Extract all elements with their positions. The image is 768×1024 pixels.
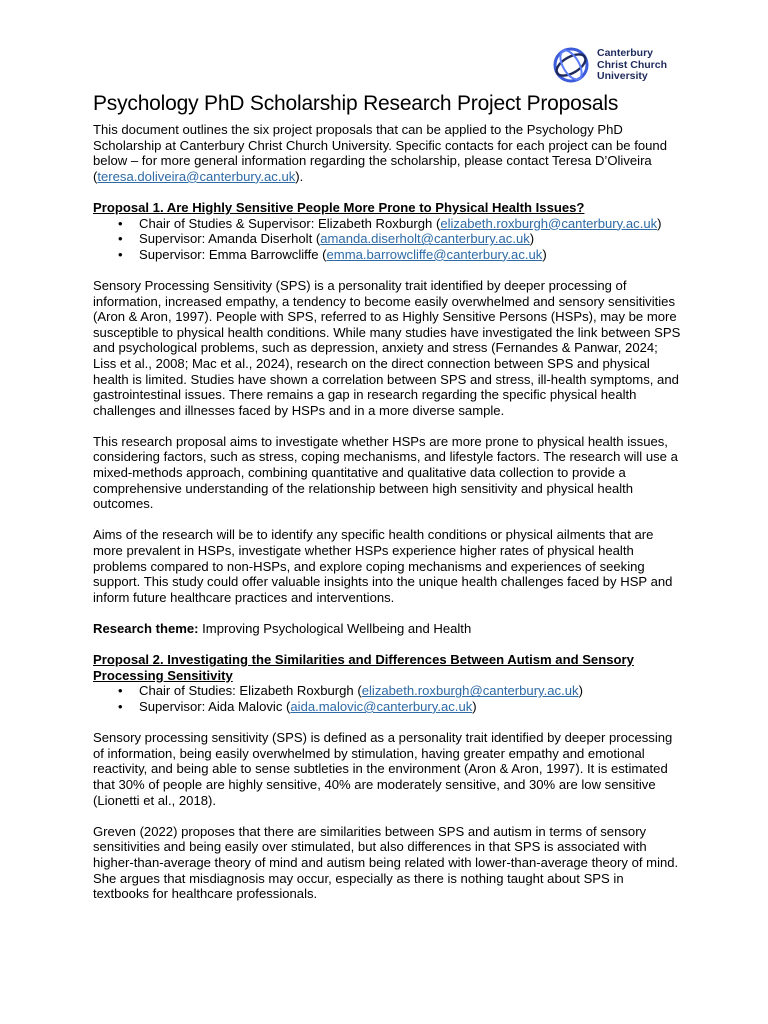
contact-role: Chair of Studies & Supervisor: Elizabeth Roxburgh ( bbox=[139, 215, 441, 231]
proposal-1-paragraph-3: Aims of the research will be to identify any specific health conditions or physical ailments that are more prevalent in HSPs, investigate whether HSPs experience higher rates of physical health problems compared to non-HSPs, and explore coping mechanisms and experiences of seeking support. This study could offer valuable insights into the unique health challenges faced by HSP and inform future healthcare practices and interventions. bbox=[93, 527, 673, 605]
contact-role: Supervisor: Emma Barrowcliffe ( bbox=[139, 246, 327, 262]
proposal-2-heading: Proposal 2. Investigating the Similarities and Differences Between Autism and Sensory Processing Sensitivity bbox=[93, 652, 634, 683]
proposal-1-contacts bbox=[93, 216, 683, 263]
contact-email-link[interactable]: elizabeth.roxburgh@canterbury.ac.uk bbox=[361, 683, 579, 699]
proposal-1-paragraph-1: Sensory Processing Sensitivity (SPS) is a personality trait identified by deeper processing of information, increased empathy, a tendency to become easily overwhelmed and sensory sensitivities (Aron & Aron, 1997). People with SPS, referred to as Highly Sensitive Persons (HSPs), may be more susceptible to physical health conditions. While many studies have investigated the link between SPS and psychological problems, such as depression, anxiety and stress (Fernandes & Panwar, 2024; Liss et al., 2008; Mac et al., 2024), research on the direct connection between SPS and physical health is limited. Studies have shown a correlation between SPS and stress, ill-health symptoms, and gastrointestinal issues. There remains a gap in research regarding the specific physical health challenges and illnesses faced by HSPs and in a more diverse sample. bbox=[93, 277, 681, 418]
research-theme-value: Improving Psychological Wellbeing and Health bbox=[198, 621, 472, 636]
contact-list-item bbox=[93, 699, 683, 715]
intro-end: ). bbox=[295, 168, 304, 184]
proposal-1-research-theme bbox=[93, 621, 683, 637]
intro-email-link[interactable]: teresa.doliveira@canterbury.ac.uk bbox=[97, 168, 296, 184]
contact-email-link[interactable]: elizabeth.roxburgh@canterbury.ac.uk bbox=[440, 215, 658, 231]
contact-role: Supervisor: Aida Malovic ( bbox=[139, 698, 291, 714]
contact-list-item bbox=[93, 216, 683, 232]
contact-end: ) bbox=[542, 246, 547, 262]
contact-list-item bbox=[93, 247, 683, 263]
proposal-2-paragraph-2: Greven (2022) proposes that there are similarities between SPS and autism in terms of sensory sensitivities and being easily over stimulated, but also differences in that SPS is associated with higher-than-average theory of mind and autism being related with lower-than-average theory of mind. She argues that misdiagnosis may occur, especially as there is nothing taught about SPS in textbooks for healthcare professionals. bbox=[93, 823, 679, 902]
logo-line-2: Christ Church bbox=[597, 58, 668, 71]
research-theme-label: Research theme: bbox=[93, 621, 199, 636]
contact-email-link[interactable]: amanda.diserholt@canterbury.ac.uk bbox=[320, 231, 530, 247]
contact-email-link[interactable]: emma.barrowcliffe@canterbury.ac.uk bbox=[326, 246, 543, 262]
document-body bbox=[93, 122, 683, 902]
logo-line-1: Canterbury bbox=[597, 47, 654, 59]
intro-paragraph bbox=[93, 122, 683, 184]
page-title: Psychology PhD Scholarship Research Project Proposals bbox=[93, 92, 619, 115]
university-logo-icon bbox=[551, 45, 591, 85]
contact-end: ) bbox=[472, 698, 477, 714]
contact-list-item bbox=[93, 683, 683, 699]
contact-list-item bbox=[93, 231, 683, 247]
contact-end: ) bbox=[578, 683, 583, 699]
contact-end: ) bbox=[657, 215, 662, 231]
logo-wordmark bbox=[597, 48, 667, 83]
proposal-2-paragraph-1: Sensory processing sensitivity (SPS) is defined as a personality trait identified by deeper processing of information, being easily overwhelmed by stimulation, having greater empathy and emotional reactivity, and being able to sense subtleties in the environment (Aron & Aron, 1997). It is estimated that 30% of people are highly sensitive, 40% are moderately sensitive, and 30% are low sensitive (Lionetti et al., 2018). bbox=[93, 730, 673, 808]
proposal-1-heading: Proposal 1. Are Highly Sensitive People More Prone to Physical Health Issues? bbox=[93, 199, 585, 215]
proposal-1-paragraph-2: This research proposal aims to investigate whether HSPs are more prone to physical health issues, considering factors, such as stress, coping mechanisms, and lifestyle factors. The research will use a mixed-methods approach, combining quantitative and qualitative data collection to provide a comprehensive understanding of the relationship between high sensitivity and physical health outcomes. bbox=[93, 433, 678, 512]
logo-line-3: University bbox=[597, 70, 648, 82]
university-logo bbox=[551, 45, 691, 87]
contact-role: Supervisor: Amanda Diserholt ( bbox=[139, 231, 321, 247]
contact-email-link[interactable]: aida.malovic@canterbury.ac.uk bbox=[290, 698, 473, 714]
intro-text: This document outlines the six project proposals that can be applied to the Psychology PhD Scholarship at Canterbury Christ Church University. Specific contacts for each project can be found below – for more general information regarding the scholarship, please contact Teresa D’Oliveira ( bbox=[93, 122, 667, 184]
contact-role: Chair of Studies: Elizabeth Roxburgh ( bbox=[139, 683, 362, 699]
contact-end: ) bbox=[529, 231, 535, 247]
proposal-2-contacts bbox=[93, 683, 683, 714]
